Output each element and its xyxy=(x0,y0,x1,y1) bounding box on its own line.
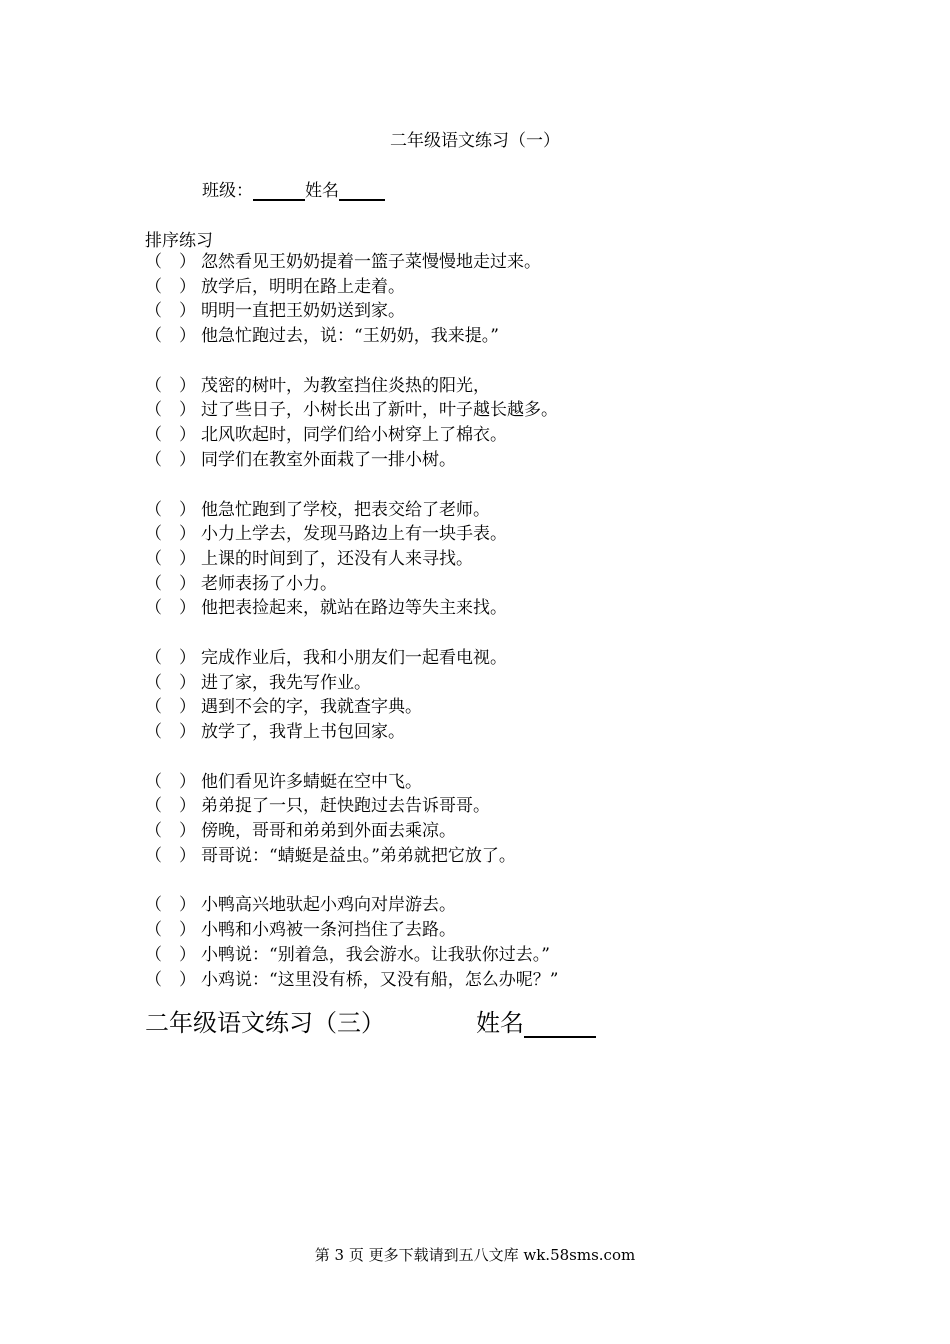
sentence-item xyxy=(145,943,558,968)
sentence-item xyxy=(145,819,558,844)
sentence-text: 他急忙跑到了学校，把表交给了老师。 xyxy=(201,499,490,520)
order-answer-open[interactable]: （ xyxy=(145,672,162,693)
order-answer-open[interactable]: （ xyxy=(145,425,162,446)
order-answer-close: ） xyxy=(179,845,196,866)
sentence-item xyxy=(145,596,558,621)
order-answer-close: ） xyxy=(179,375,196,396)
order-answer-open[interactable]: （ xyxy=(145,400,162,421)
order-answer-open[interactable]: （ xyxy=(145,499,162,520)
order-answer-open[interactable]: （ xyxy=(145,375,162,396)
order-answer-close: ） xyxy=(179,425,196,446)
sentence-item xyxy=(145,968,558,993)
order-answer-open[interactable]: （ xyxy=(145,301,162,322)
sentence-item xyxy=(145,250,558,275)
order-answer-open[interactable]: （ xyxy=(145,944,162,965)
order-answer-close: ） xyxy=(179,697,196,718)
sentence-text: 明明一直把王奶奶送到家。 xyxy=(201,301,405,322)
order-answer-open[interactable]: （ xyxy=(145,722,162,742)
order-answer-close: ） xyxy=(179,598,196,619)
order-answer-close: ） xyxy=(179,722,196,742)
sentence-item xyxy=(145,374,558,399)
order-answer-open[interactable]: （ xyxy=(145,573,162,594)
order-answer-close: ） xyxy=(179,771,196,792)
sentence-item xyxy=(145,423,558,448)
sentence-group xyxy=(145,374,558,473)
order-answer-open[interactable]: （ xyxy=(145,276,162,297)
order-answer-close: ） xyxy=(179,301,196,322)
order-answer-open[interactable]: （ xyxy=(145,326,162,347)
sentence-text: 放学后，明明在路上走着。 xyxy=(201,276,405,297)
sentence-text: 他把表捡起来，就站在路边等失主来找。 xyxy=(201,598,507,619)
order-answer-open[interactable]: （ xyxy=(145,524,162,545)
page-footer: 第 3 页 更多下载请到五八文库 wk.58sms.com xyxy=(314,1246,636,1264)
sentence-text: 弟弟捉了一只，赶快跑过去告诉哥哥。 xyxy=(201,796,490,817)
sentence-text: 完成作业后，我和小朋友们一起看电视。 xyxy=(201,647,507,668)
order-answer-close: ） xyxy=(179,252,196,272)
sentence-item xyxy=(145,844,558,869)
order-answer-open[interactable]: （ xyxy=(145,845,162,866)
sentence-group xyxy=(145,893,558,992)
sentence-text: 小鸭说：“别着急，我会游水。让我驮你过去。” xyxy=(201,944,550,965)
sentence-group xyxy=(145,646,558,745)
sentence-item xyxy=(145,324,558,349)
order-answer-close: ） xyxy=(179,944,196,965)
order-answer-close: ） xyxy=(179,821,196,842)
class-blank[interactable] xyxy=(253,181,305,201)
sentence-text: 哥哥说：“蜻蜓是益虫。”弟弟就把它放了。 xyxy=(201,845,516,866)
sentence-text: 傍晚，哥哥和弟弟到外面去乘凉。 xyxy=(201,821,456,842)
name-label: 姓名 xyxy=(305,181,339,201)
order-answer-close: ） xyxy=(179,796,196,817)
sentence-item xyxy=(145,770,558,795)
sentence-text: 放学了，我背上书包回家。 xyxy=(201,722,405,742)
sentence-item xyxy=(145,893,558,918)
sentence-text: 过了些日子，小树长出了新叶，叶子越长越多。 xyxy=(201,400,558,421)
order-answer-close: ） xyxy=(179,499,196,520)
sentence-group xyxy=(145,250,558,349)
sentence-group xyxy=(145,498,558,621)
order-answer-close: ） xyxy=(179,449,196,470)
order-answer-close: ） xyxy=(179,895,196,916)
order-answer-open[interactable]: （ xyxy=(145,598,162,619)
order-answer-open[interactable]: （ xyxy=(145,920,162,941)
sentence-text: 他急忙跑过去，说：“王奶奶，我来提。” xyxy=(201,326,499,347)
order-answer-close: ） xyxy=(179,276,196,297)
order-answer-close: ） xyxy=(179,573,196,594)
order-answer-close: ） xyxy=(179,647,196,668)
ordering-groups xyxy=(145,250,558,1017)
sentence-group xyxy=(145,770,558,869)
order-answer-open[interactable]: （ xyxy=(145,449,162,470)
name-label-3: 姓名 xyxy=(476,1009,524,1037)
order-answer-open[interactable]: （ xyxy=(145,647,162,668)
sentence-text: 上课的时间到了，还没有人来寻找。 xyxy=(201,548,473,569)
sentence-text: 进了家，我先写作业。 xyxy=(201,672,371,693)
sentence-item xyxy=(145,720,558,745)
sentence-text: 忽然看见王奶奶提着一篮子菜慢慢地走过来。 xyxy=(201,252,541,272)
sentence-text: 小鸭和小鸡被一条河挡住了去路。 xyxy=(201,920,456,941)
sentence-item xyxy=(145,572,558,597)
class-label: 班级： xyxy=(202,181,253,201)
sentence-text: 同学们在教室外面栽了一排小树。 xyxy=(201,449,456,470)
order-answer-open[interactable]: （ xyxy=(145,969,162,990)
sentence-item xyxy=(145,794,558,819)
order-answer-open[interactable]: （ xyxy=(145,697,162,718)
order-answer-open[interactable]: （ xyxy=(145,895,162,916)
sentence-text: 小力上学去，发现马路边上有一块手表。 xyxy=(201,524,507,545)
sentence-item xyxy=(145,275,558,300)
worksheet-title-3: 二年级语文练习（三） xyxy=(145,1009,385,1037)
sentence-text: 小鸭高兴地驮起小鸡向对岸游去。 xyxy=(201,895,456,916)
sentence-text: 小鸡说：“这里没有桥，又没有船，怎么办呢？” xyxy=(201,969,559,990)
name-line-3 xyxy=(476,1003,596,1038)
sentence-item xyxy=(145,547,558,572)
sentence-item xyxy=(145,398,558,423)
order-answer-close: ） xyxy=(179,672,196,693)
sentence-text: 北风吹起时，同学们给小树穿上了棉衣。 xyxy=(201,425,507,446)
sentence-item xyxy=(145,671,558,696)
sentence-item xyxy=(145,646,558,671)
order-answer-close: ） xyxy=(179,548,196,569)
sentence-item xyxy=(145,522,558,547)
order-answer-close: ） xyxy=(179,524,196,545)
sentence-item xyxy=(145,695,558,720)
sentence-text: 他们看见许多蜻蜓在空中飞。 xyxy=(201,771,422,792)
order-answer-open[interactable]: （ xyxy=(145,821,162,842)
sentence-text: 茂密的树叶，为教室挡住炎热的阳光， xyxy=(201,375,490,396)
name-blank-3[interactable] xyxy=(524,1010,596,1038)
order-answer-open[interactable]: （ xyxy=(145,771,162,792)
order-answer-close: ） xyxy=(179,920,196,941)
order-answer-close: ） xyxy=(179,400,196,421)
class-name-line xyxy=(202,176,385,201)
name-blank[interactable] xyxy=(339,181,385,201)
order-answer-close: ） xyxy=(179,326,196,347)
order-answer-open[interactable]: （ xyxy=(145,548,162,569)
order-answer-open[interactable]: （ xyxy=(145,796,162,817)
sentence-text: 遇到不会的字，我就查字典。 xyxy=(201,697,422,718)
sentence-item xyxy=(145,918,558,943)
sentence-item xyxy=(145,299,558,324)
section-title: 排序练习 xyxy=(145,231,213,251)
order-answer-open[interactable]: （ xyxy=(145,252,162,272)
sentence-item xyxy=(145,448,558,473)
sentence-text: 老师表扬了小力。 xyxy=(201,573,337,594)
sentence-item xyxy=(145,498,558,523)
order-answer-close: ） xyxy=(179,969,196,990)
worksheet-title: 二年级语文练习（一） xyxy=(390,131,560,151)
